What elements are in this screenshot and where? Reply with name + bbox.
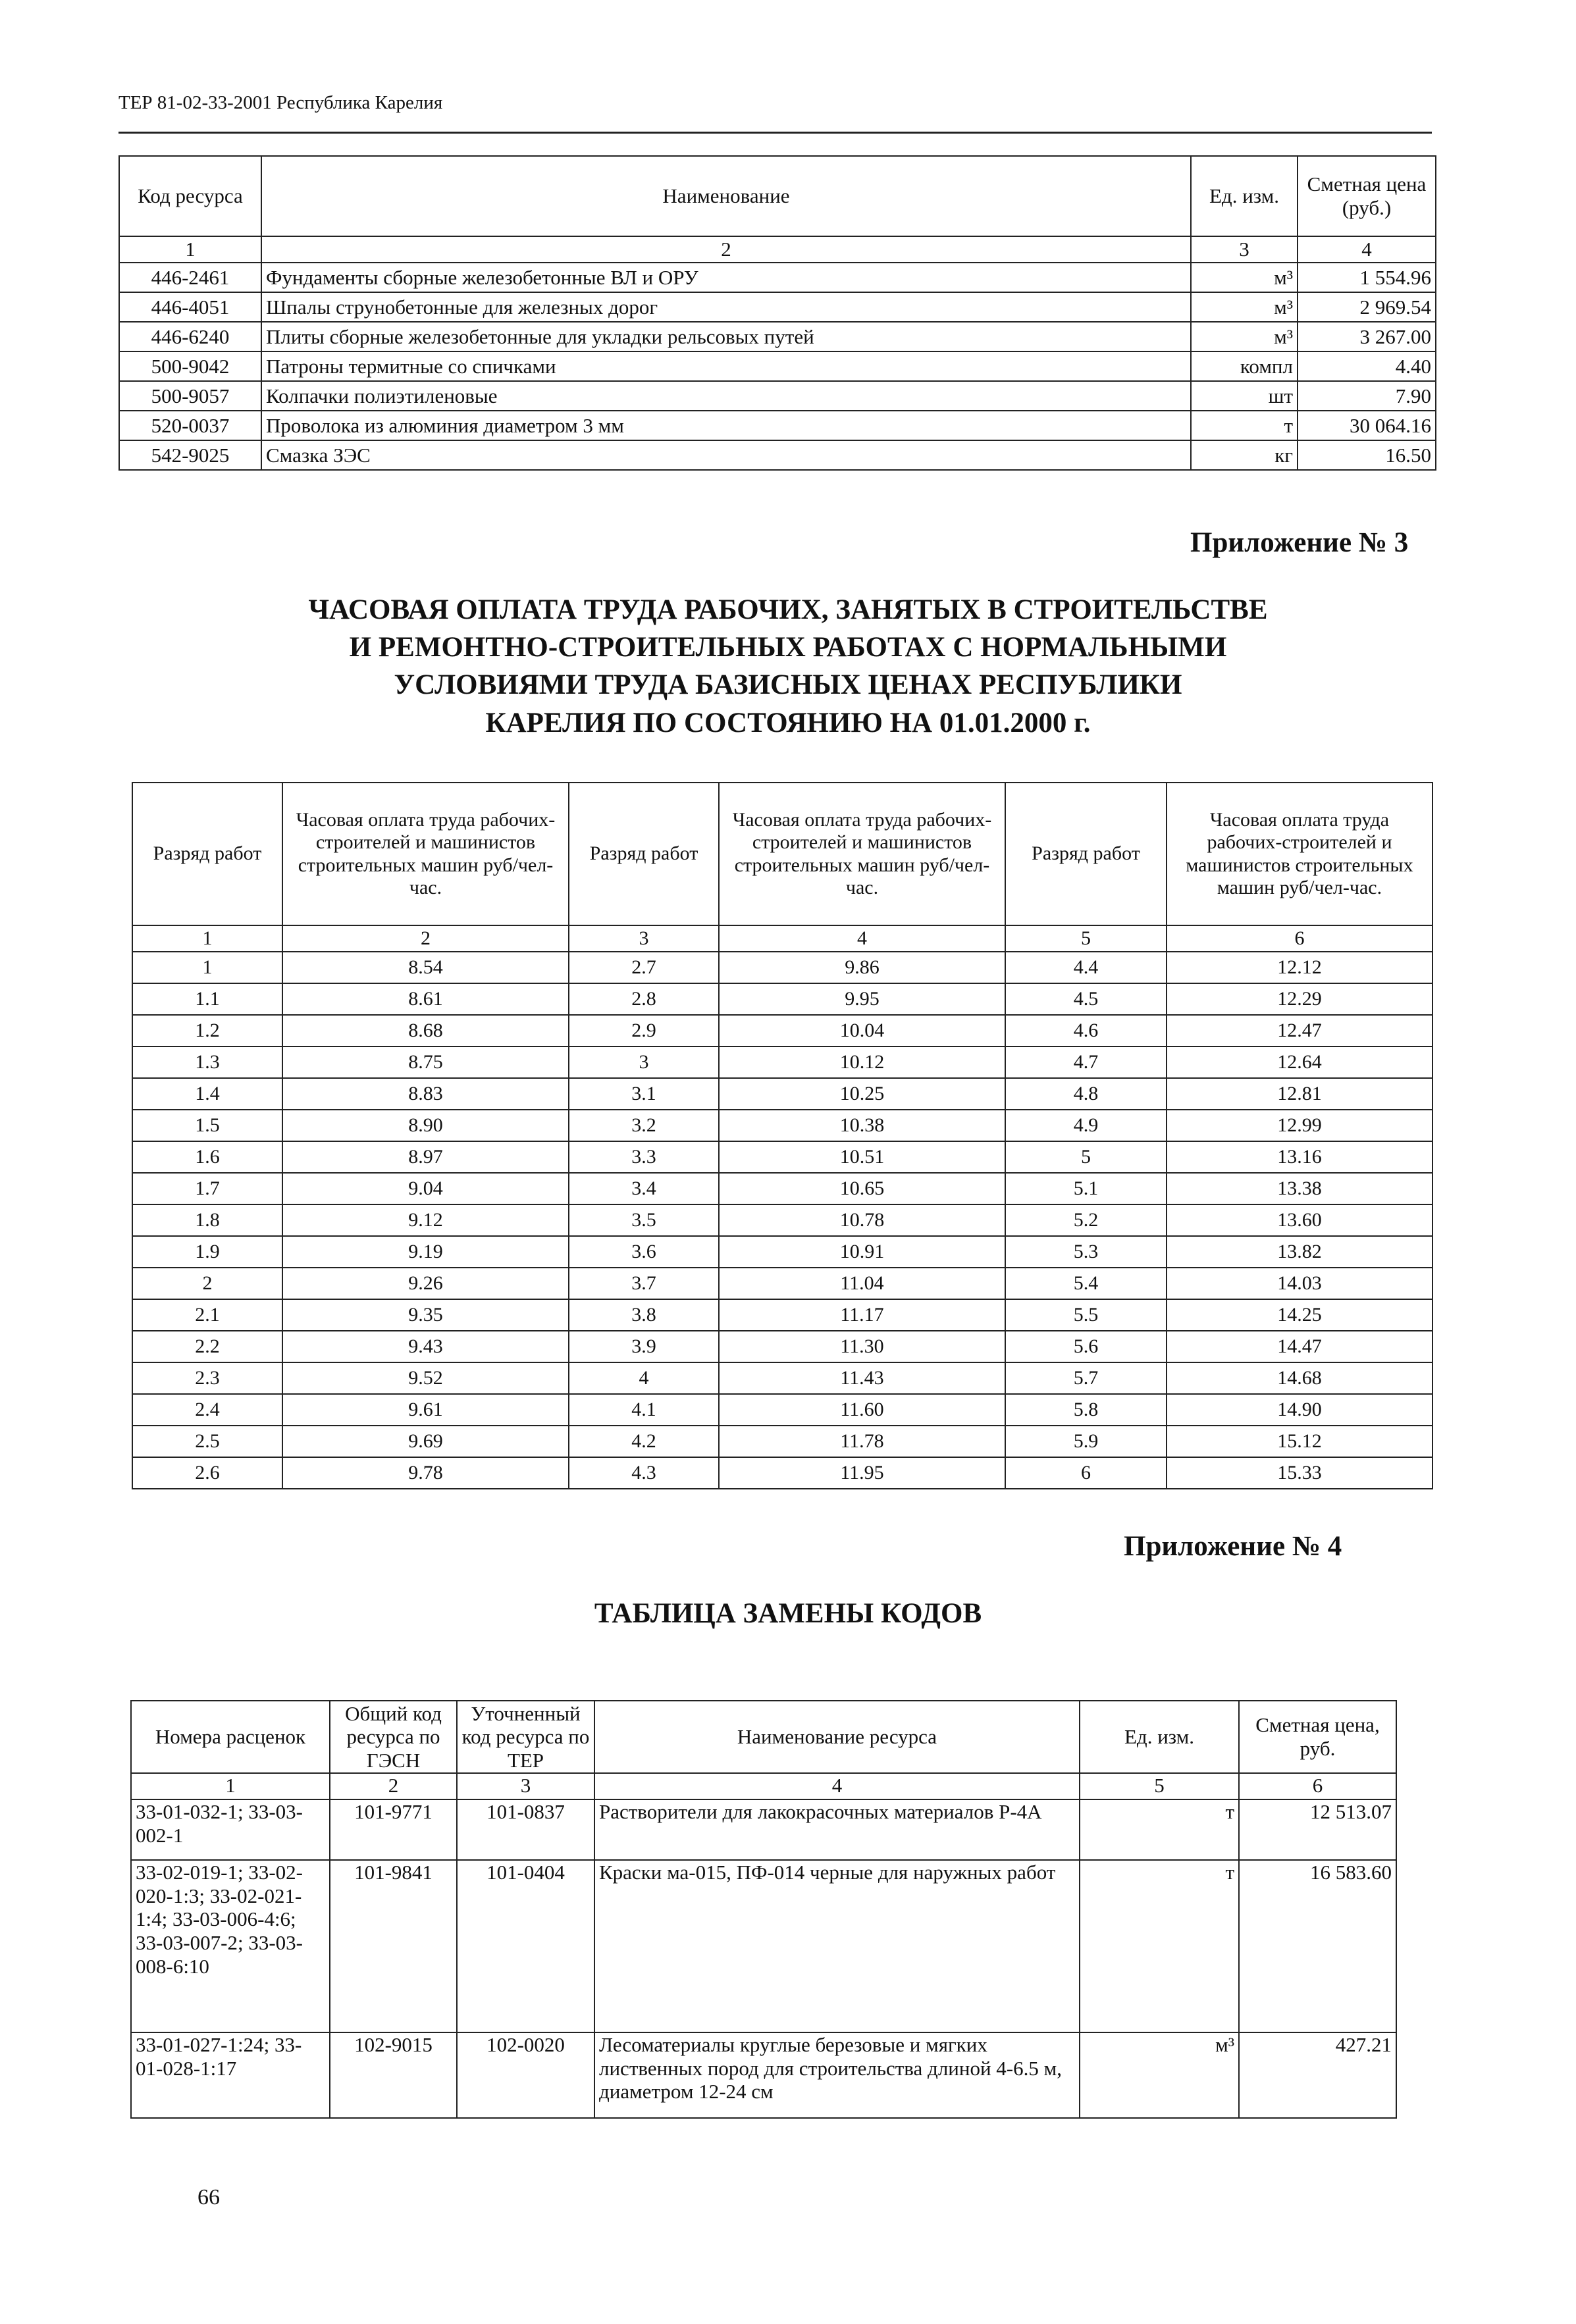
cell: 3: [569, 925, 719, 952]
table-row: [132, 983, 1432, 1015]
cell: 1: [132, 952, 282, 983]
cell: Фундаменты сборные железобетонные ВЛ и ОРУ: [261, 263, 1191, 292]
cell: 446-6240: [119, 322, 261, 351]
table-row: [132, 1078, 1432, 1110]
cell: 4.5: [1005, 983, 1167, 1015]
cell: 5.3: [1005, 1236, 1167, 1268]
cell: 3.9: [569, 1331, 719, 1362]
code-replacement-table: [130, 1700, 1397, 2119]
cell: 5: [1005, 925, 1167, 952]
cell: Патроны термитные со спичками: [261, 351, 1191, 381]
cell: 4.3: [569, 1457, 719, 1489]
cell: 101-0837: [457, 1799, 594, 1860]
cell: 4.9: [1005, 1110, 1167, 1141]
cell: 14.25: [1167, 1299, 1432, 1331]
cell: 5: [1005, 1141, 1167, 1173]
cell: 8.68: [282, 1015, 569, 1046]
appendix-3-title: [0, 591, 1576, 742]
cell: 1 554.96: [1298, 263, 1436, 292]
cell: 10.91: [719, 1236, 1005, 1268]
cell: 5.5: [1005, 1299, 1167, 1331]
header-cell: Наименование ресурса: [594, 1701, 1080, 1773]
table-row: [132, 1141, 1432, 1173]
cell: 33-01-027-1:24; 33-01-028-1:17: [131, 2032, 330, 2118]
table-row: [132, 1457, 1432, 1489]
cell: 5: [1080, 1773, 1239, 1799]
cell: 9.19: [282, 1236, 569, 1268]
cell: 8.61: [282, 983, 569, 1015]
running-header: ТЕР 81-02-33-2001 Республика Карелия: [118, 92, 443, 113]
cell: 2: [330, 1773, 457, 1799]
cell: 500-9057: [119, 381, 261, 411]
cell: 1.4: [132, 1078, 282, 1110]
header-cell: Общий код ресурса по ГЭСН: [330, 1701, 457, 1773]
cell: 1.1: [132, 983, 282, 1015]
cell: 2: [132, 1268, 282, 1299]
cell: компл: [1191, 351, 1298, 381]
cell: Краски ма-015, ПФ-014 черные для наружных работ: [594, 1860, 1080, 2032]
cell: 2.9: [569, 1015, 719, 1046]
cell: 8.75: [282, 1046, 569, 1078]
cell: 12 513.07: [1239, 1799, 1396, 1860]
header-cell: Код ресурса: [119, 156, 261, 236]
cell: 4: [569, 1362, 719, 1394]
cell: 4: [594, 1773, 1080, 1799]
cell: т: [1191, 411, 1298, 440]
cell: 1: [119, 236, 261, 263]
cell: Плиты сборные железобетонные для укладки рельсовых путей: [261, 322, 1191, 351]
cell: 542-9025: [119, 440, 261, 470]
cell: 15.33: [1167, 1457, 1432, 1489]
cell: 4.4: [1005, 952, 1167, 983]
cell: 11.30: [719, 1331, 1005, 1362]
cell: 101-0404: [457, 1860, 594, 2032]
cell: 3.7: [569, 1268, 719, 1299]
hourly-wage-table: [132, 782, 1433, 1489]
cell: 2: [261, 236, 1191, 263]
cell: 8.97: [282, 1141, 569, 1173]
cell: 3 267.00: [1298, 322, 1436, 351]
cell: 1.3: [132, 1046, 282, 1078]
header-cell: Сметная цена (руб.): [1298, 156, 1436, 236]
cell: 9.26: [282, 1268, 569, 1299]
cell: 12.81: [1167, 1078, 1432, 1110]
cell: 9.43: [282, 1331, 569, 1362]
cell: 1.5: [132, 1110, 282, 1141]
cell: 10.38: [719, 1110, 1005, 1141]
header-cell: Разряд работ: [1005, 783, 1167, 925]
header-cell: Номера расценок: [131, 1701, 330, 1773]
cell: 3.6: [569, 1236, 719, 1268]
appendix-4-title: ТАБЛИЦА ЗАМЕНЫ КОДОВ: [594, 1598, 982, 1629]
cell: 12.29: [1167, 983, 1432, 1015]
table-row: [132, 1394, 1432, 1426]
cell: 13.38: [1167, 1173, 1432, 1204]
cell: 6: [1239, 1773, 1396, 1799]
cell: Шпалы струнобетонные для железных дорог: [261, 292, 1191, 322]
table-row: [131, 2032, 1396, 2118]
cell: 2.7: [569, 952, 719, 983]
cell: 13.60: [1167, 1204, 1432, 1236]
header-cell: Разряд работ: [569, 783, 719, 925]
column-number-row: [132, 925, 1432, 952]
header-cell: Разряд работ: [132, 783, 282, 925]
cell: 520-0037: [119, 411, 261, 440]
cell: м³: [1191, 322, 1298, 351]
cell: 3.3: [569, 1141, 719, 1173]
cell: 3: [1191, 236, 1298, 263]
cell: 8.54: [282, 952, 569, 983]
cell: м³: [1080, 2032, 1239, 2118]
cell: 5.1: [1005, 1173, 1167, 1204]
cell: 9.12: [282, 1204, 569, 1236]
table-row: [132, 1299, 1432, 1331]
cell: 3.4: [569, 1173, 719, 1204]
cell: 12.12: [1167, 952, 1432, 983]
cell: 4: [1298, 236, 1436, 263]
cell: 101-9771: [330, 1799, 457, 1860]
cell: 4.1: [569, 1394, 719, 1426]
cell: 2.1: [132, 1299, 282, 1331]
cell: 102-0020: [457, 2032, 594, 2118]
cell: 9.69: [282, 1426, 569, 1457]
cell: 2.8: [569, 983, 719, 1015]
cell: 6: [1167, 925, 1432, 952]
cell: 3.2: [569, 1110, 719, 1141]
cell: Колпачки полиэтиленовые: [261, 381, 1191, 411]
cell: 14.03: [1167, 1268, 1432, 1299]
cell: м³: [1191, 263, 1298, 292]
column-number-row: [131, 1773, 1396, 1799]
table-row: [119, 322, 1436, 351]
table-row: [132, 1015, 1432, 1046]
cell: 10.25: [719, 1078, 1005, 1110]
cell: 15.12: [1167, 1426, 1432, 1457]
cell: 9.86: [719, 952, 1005, 983]
cell: 5.4: [1005, 1268, 1167, 1299]
title-line: И РЕМОНТНО-СТРОИТЕЛЬНЫХ РАБОТАХ С НОРМАЛЬНЫМИ: [349, 632, 1227, 663]
appendix-4-label: Приложение № 4: [1124, 1531, 1342, 1562]
cell: 14.90: [1167, 1394, 1432, 1426]
cell: 12.64: [1167, 1046, 1432, 1078]
cell: 4.8: [1005, 1078, 1167, 1110]
cell: 102-9015: [330, 2032, 457, 2118]
cell: 4.40: [1298, 351, 1436, 381]
cell: 10.78: [719, 1204, 1005, 1236]
cell: 3.8: [569, 1299, 719, 1331]
cell: шт: [1191, 381, 1298, 411]
cell: 9.52: [282, 1362, 569, 1394]
table-row: [132, 1173, 1432, 1204]
cell: 16 583.60: [1239, 1860, 1396, 2032]
table-row: [132, 1236, 1432, 1268]
cell: 1: [131, 1773, 330, 1799]
cell: Проволока из алюминия диаметром 3 мм: [261, 411, 1191, 440]
cell: 1.6: [132, 1141, 282, 1173]
table-row: [132, 1331, 1432, 1362]
cell: 446-2461: [119, 263, 261, 292]
cell: кг: [1191, 440, 1298, 470]
table-row: [131, 1860, 1396, 2032]
cell: 4: [719, 925, 1005, 952]
table-row: [132, 1046, 1432, 1078]
cell: Растворители для лакокрасочных материалов Р-4А: [594, 1799, 1080, 1860]
cell: 1: [132, 925, 282, 952]
table-row: [119, 440, 1436, 470]
cell: 5.7: [1005, 1362, 1167, 1394]
cell: 9.61: [282, 1394, 569, 1426]
cell: м³: [1191, 292, 1298, 322]
header-cell: Ед. изм.: [1080, 1701, 1239, 1773]
cell: 2.6: [132, 1457, 282, 1489]
cell: 10.51: [719, 1141, 1005, 1173]
appendix-3-label: Приложение № 3: [1190, 527, 1409, 558]
cell: 11.43: [719, 1362, 1005, 1394]
table-row: [132, 1426, 1432, 1457]
cell: 9.04: [282, 1173, 569, 1204]
cell: 9.78: [282, 1457, 569, 1489]
cell: 11.17: [719, 1299, 1005, 1331]
cell: Лесоматериалы круглые березовые и мягких лиственных пород для строительства длиной 4-6.5 м, диаметром 12-24 см: [594, 2032, 1080, 2118]
page-number: 66: [197, 2185, 220, 2209]
table-row: [132, 1268, 1432, 1299]
cell: 11.04: [719, 1268, 1005, 1299]
resource-price-table: [118, 155, 1436, 471]
cell: 2: [282, 925, 569, 952]
cell: 12.99: [1167, 1110, 1432, 1141]
cell: 4.2: [569, 1426, 719, 1457]
cell: 14.47: [1167, 1331, 1432, 1362]
cell: 11.60: [719, 1394, 1005, 1426]
cell: 2 969.54: [1298, 292, 1436, 322]
cell: 7.90: [1298, 381, 1436, 411]
cell: 500-9042: [119, 351, 261, 381]
cell: 6: [1005, 1457, 1167, 1489]
column-number-row: [119, 236, 1436, 263]
cell: 2.4: [132, 1394, 282, 1426]
cell: 2.5: [132, 1426, 282, 1457]
cell: 33-02-019-1; 33-02-020-1:3; 33-02-021-1:4; 33-03-006-4:6; 33-03-007-2; 33-03-008-6:10: [131, 1860, 330, 2032]
table-row: [119, 381, 1436, 411]
cell: 14.68: [1167, 1362, 1432, 1394]
cell: 8.83: [282, 1078, 569, 1110]
cell: 13.16: [1167, 1141, 1432, 1173]
cell: 12.47: [1167, 1015, 1432, 1046]
header-rule: [118, 132, 1432, 134]
table-row: [132, 1204, 1432, 1236]
cell: 30 064.16: [1298, 411, 1436, 440]
cell: Смазка ЗЭС: [261, 440, 1191, 470]
cell: 5.9: [1005, 1426, 1167, 1457]
cell: 1.9: [132, 1236, 282, 1268]
cell: 11.78: [719, 1426, 1005, 1457]
table-row: [119, 351, 1436, 381]
cell: 446-4051: [119, 292, 261, 322]
table-row: [132, 1110, 1432, 1141]
cell: 1.8: [132, 1204, 282, 1236]
cell: 3.5: [569, 1204, 719, 1236]
table-row: [132, 952, 1432, 983]
cell: 4.7: [1005, 1046, 1167, 1078]
cell: 3: [569, 1046, 719, 1078]
cell: 2.3: [132, 1362, 282, 1394]
header-cell: Ед. изм.: [1191, 156, 1298, 236]
cell: 101-9841: [330, 1860, 457, 2032]
header-cell: Часовая оплата труда рабочих-строителей и машинистов строительных машин руб/чел-час.: [1167, 783, 1432, 925]
header-cell: Часовая оплата труда рабочих-строителей и машинистов строительных машин руб/чел-час.: [282, 783, 569, 925]
table-row: [119, 411, 1436, 440]
header-cell: Сметная цена, руб.: [1239, 1701, 1396, 1773]
cell: 5.8: [1005, 1394, 1167, 1426]
cell: 1.2: [132, 1015, 282, 1046]
title-line: ЧАСОВАЯ ОПЛАТА ТРУДА РАБОЧИХ, ЗАНЯТЫХ В СТРОИТЕЛЬСТВЕ: [308, 594, 1268, 625]
cell: 427.21: [1239, 2032, 1396, 2118]
cell: т: [1080, 1860, 1239, 2032]
cell: 9.95: [719, 983, 1005, 1015]
cell: 5.2: [1005, 1204, 1167, 1236]
header-cell: Часовая оплата труда рабочих-строителей и машинистов строительных машин руб/чел-час.: [719, 783, 1005, 925]
cell: 4.6: [1005, 1015, 1167, 1046]
title-line: КАРЕЛИЯ ПО СОСТОЯНИЮ НА 01.01.2000 г.: [485, 707, 1091, 738]
cell: 11.95: [719, 1457, 1005, 1489]
header-cell: Уточненный код ресурса по ТЕР: [457, 1701, 594, 1773]
cell: 1.7: [132, 1173, 282, 1204]
cell: т: [1080, 1799, 1239, 1860]
cell: 9.35: [282, 1299, 569, 1331]
header-cell: Наименование: [261, 156, 1191, 236]
cell: 16.50: [1298, 440, 1436, 470]
cell: 5.6: [1005, 1331, 1167, 1362]
cell: 8.90: [282, 1110, 569, 1141]
cell: 10.04: [719, 1015, 1005, 1046]
table-row: [119, 292, 1436, 322]
cell: 13.82: [1167, 1236, 1432, 1268]
table-row: [131, 1799, 1396, 1860]
cell: 10.65: [719, 1173, 1005, 1204]
cell: 33-01-032-1; 33-03-002-1: [131, 1799, 330, 1860]
cell: 2.2: [132, 1331, 282, 1362]
cell: 3.1: [569, 1078, 719, 1110]
table-row: [119, 263, 1436, 292]
table-row: [132, 1362, 1432, 1394]
cell: 10.12: [719, 1046, 1005, 1078]
cell: 3: [457, 1773, 594, 1799]
title-line: УСЛОВИЯМИ ТРУДА БАЗИСНЫХ ЦЕНАХ РЕСПУБЛИКИ: [394, 669, 1182, 701]
